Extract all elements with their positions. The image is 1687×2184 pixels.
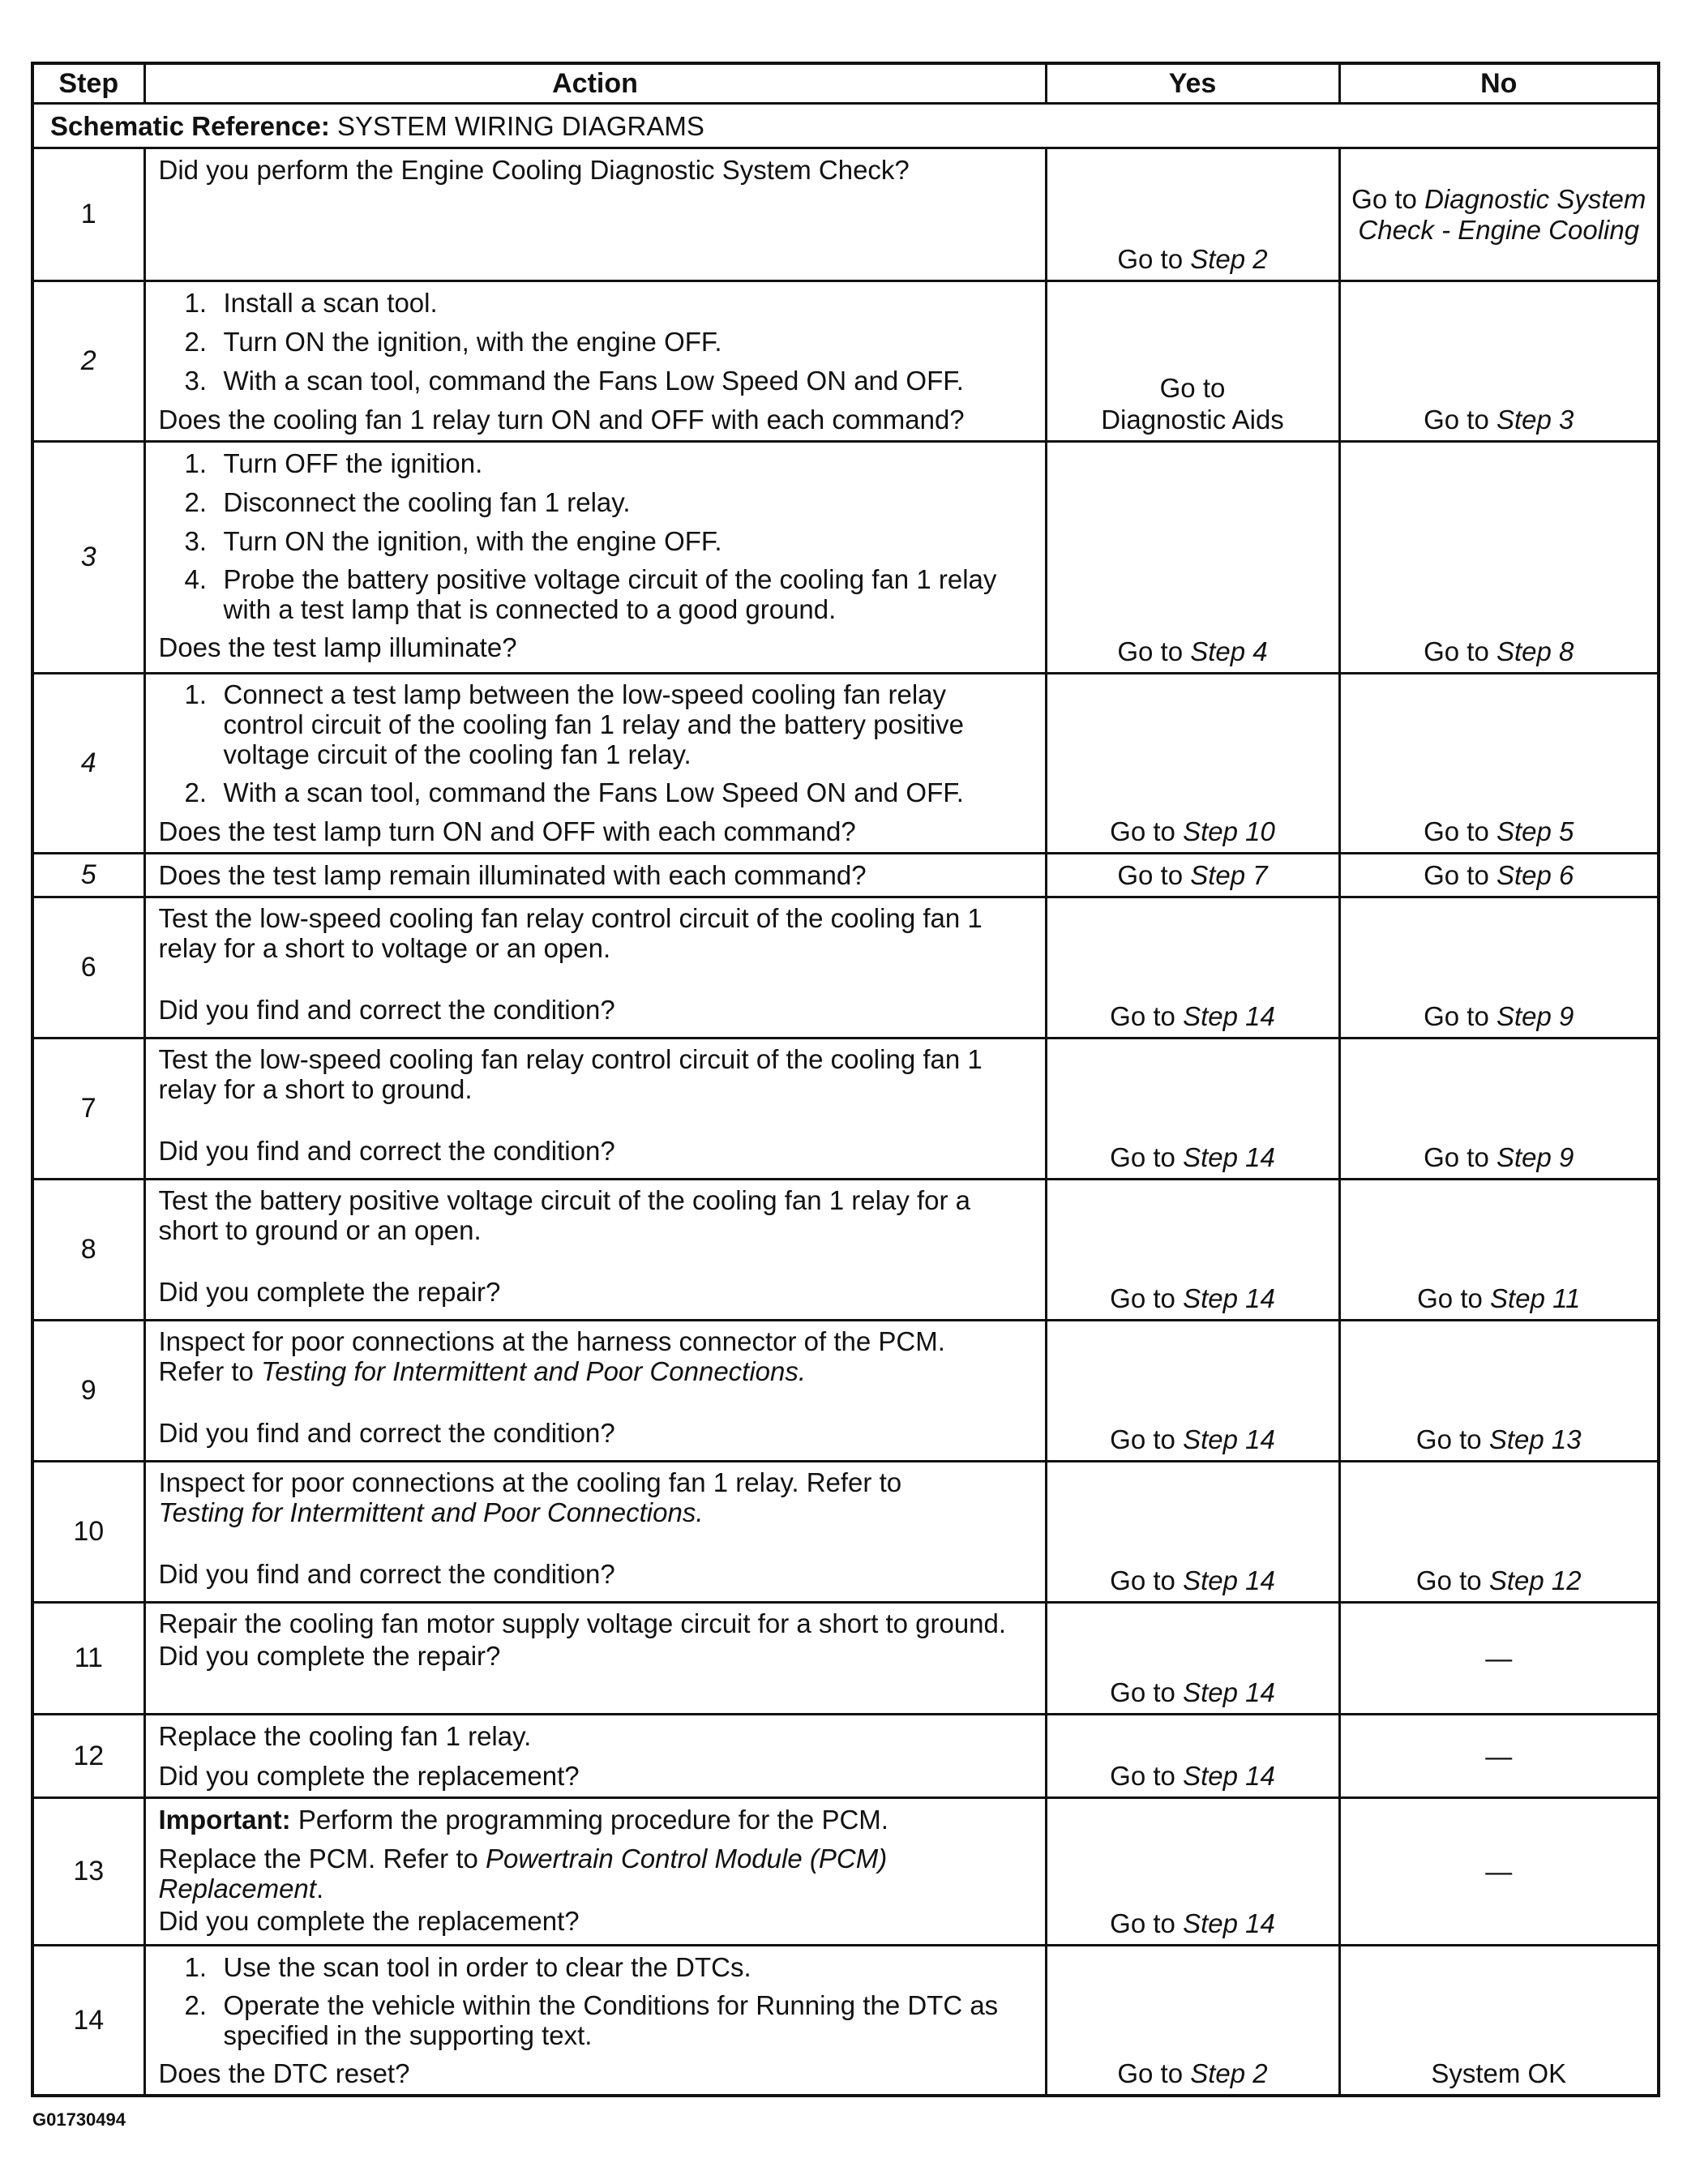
table-row xyxy=(32,674,1659,854)
go-to-text: Go to xyxy=(1424,860,1489,890)
reference-title: Powertrain Control Module (PCM) Replacement xyxy=(158,1844,888,1904)
list-item: 2. With a scan tool, command the Fans Low Speed ON and OFF. xyxy=(184,777,964,807)
no-target: Step 9 xyxy=(1496,1001,1574,1031)
table-row xyxy=(32,442,1659,674)
question: Did you complete the replacement? xyxy=(158,1761,580,1791)
action-text: Inspect for poor connections at the cooling fan 1 relay. Refer to Testing for Intermittent and Poor Connections. xyxy=(158,1467,902,1527)
yes-target: Step 14 xyxy=(1183,1565,1275,1595)
no-cell xyxy=(1339,1180,1659,1321)
no-target: Diagnostic System Check - Engine Cooling xyxy=(1358,183,1646,245)
step-number: 6 xyxy=(32,897,144,1038)
question: Did you find and correct the condition? xyxy=(158,1418,615,1448)
action-text: Replace the cooling fan 1 relay. xyxy=(158,1721,532,1751)
yes-cell xyxy=(1046,1798,1339,1946)
yes-target: Step 14 xyxy=(1183,1001,1275,1031)
action-cell xyxy=(144,1715,1046,1798)
go-to-text: Go to xyxy=(1110,1761,1175,1791)
no-cell xyxy=(1339,1798,1659,1946)
no-cell xyxy=(1339,148,1659,281)
step-number: 3 xyxy=(32,442,144,674)
go-to-text: Go to xyxy=(1424,1142,1489,1172)
substeps-list xyxy=(159,1951,1034,2050)
go-to-text: Go to xyxy=(1415,1565,1482,1595)
question: Did you complete the replacement? xyxy=(158,1906,580,1936)
action-cell xyxy=(144,442,1046,674)
yes-cell xyxy=(1046,1603,1339,1715)
question: Did you perform the Engine Cooling Diagnostic System Check? xyxy=(158,155,910,185)
table-row xyxy=(32,1715,1659,1798)
step-number: 14 xyxy=(32,1946,144,2096)
go-to-text: Go to xyxy=(1424,405,1489,435)
no-target: Step 13 xyxy=(1488,1424,1582,1454)
yes-cell xyxy=(1046,1180,1339,1321)
go-to-text: Go to xyxy=(1424,636,1489,666)
go-to-text: Go to xyxy=(1424,816,1489,846)
reference-title: Testing for Intermittent and Poor Connections. xyxy=(158,1497,704,1527)
substeps-list xyxy=(159,448,1034,624)
header-yes: Yes xyxy=(1046,63,1339,104)
step-number: 10 xyxy=(32,1462,144,1603)
no-cell xyxy=(1339,1321,1659,1462)
table-row xyxy=(32,281,1659,442)
schematic-reference-row xyxy=(32,104,1659,148)
table-row xyxy=(32,148,1659,281)
important-label: Important: xyxy=(158,1805,291,1835)
action-cell xyxy=(144,1321,1046,1462)
no-target: Step 11 xyxy=(1490,1283,1581,1313)
question: Does the test lamp turn ON and OFF with each command? xyxy=(158,816,856,846)
yes-cell xyxy=(1046,1038,1339,1180)
step-number: 7 xyxy=(32,1038,144,1180)
action-cell xyxy=(144,674,1046,854)
go-to-text: Go to xyxy=(1110,1001,1175,1031)
action-cell xyxy=(144,1946,1046,2096)
no-result: System OK xyxy=(1431,2058,1567,2088)
figure-id: G01730494 xyxy=(32,2109,126,2130)
go-to-text: Go to xyxy=(1159,373,1226,403)
go-to-text: Go to xyxy=(1110,1142,1175,1172)
yes-cell xyxy=(1046,148,1339,281)
go-to-text: Go to xyxy=(1110,1908,1175,1938)
go-to-text: Go to xyxy=(1110,1677,1175,1707)
yes-target: Step 14 xyxy=(1183,1677,1275,1707)
question: Does the test lamp illuminate? xyxy=(158,632,517,662)
list-item: 3. With a scan tool, command the Fans Low Speed ON and OFF. xyxy=(184,366,964,396)
reference-value: SYSTEM WIRING DIAGRAMS xyxy=(329,110,704,141)
list-item: 1. Connect a test lamp between the low-speed cooling fan relay control circuit of the cooling fan 1 relay and the battery positive voltage circuit of the cooling fan 1 relay. xyxy=(184,679,965,769)
list-item: 2. Operate the vehicle within the Conditions for Running the DTC as specified in the supporting text. xyxy=(184,1990,999,2050)
action-cell xyxy=(144,1462,1046,1603)
action-text: Test the battery positive voltage circuit of the cooling fan 1 relay for a short to ground or an open. xyxy=(158,1185,971,1245)
no-dash: — xyxy=(1485,1643,1513,1673)
yes-target: Step 14 xyxy=(1183,1908,1275,1938)
table-row xyxy=(32,1180,1659,1321)
yes-target: Step 14 xyxy=(1183,1283,1275,1313)
action-text: Inspect for poor connections at the harness connector of the PCM. Refer to Testing for Intermittent and Poor Connections. xyxy=(158,1326,945,1386)
question: Does the cooling fan 1 relay turn ON and OFF with each command? xyxy=(158,405,965,435)
step-number: 1 xyxy=(32,148,144,281)
list-item: 1. Turn OFF the ignition. xyxy=(184,448,483,478)
list-item: 2. Disconnect the cooling fan 1 relay. xyxy=(184,487,631,517)
yes-target: Step 14 xyxy=(1183,1424,1275,1454)
question: Did you complete the repair? xyxy=(158,1641,501,1671)
question: Did you find and correct the condition? xyxy=(158,995,615,1025)
header-step: Step xyxy=(32,63,144,104)
action-text: Replace the PCM. Refer to Powertrain Control Module (PCM) Replacement. xyxy=(158,1844,888,1904)
question: Does the DTC reset? xyxy=(158,2058,410,2088)
action-cell xyxy=(144,148,1046,281)
step-number: 4 xyxy=(32,674,144,854)
diagnostic-table xyxy=(31,62,1660,2097)
no-cell xyxy=(1339,674,1659,854)
yes-target: Step 7 xyxy=(1190,860,1268,890)
go-to-text: Go to xyxy=(1117,860,1184,890)
question: Did you complete the repair? xyxy=(158,1277,501,1307)
go-to-text: Go to xyxy=(1417,1283,1483,1313)
schematic-reference xyxy=(32,104,1659,148)
no-cell xyxy=(1339,1946,1659,2096)
yes-cell xyxy=(1046,1946,1339,2096)
go-to-text: Go to xyxy=(1415,1424,1482,1454)
table-row xyxy=(32,897,1659,1038)
no-target: Step 5 xyxy=(1496,816,1574,846)
yes-cell xyxy=(1046,281,1339,442)
yes-target: Step 14 xyxy=(1183,1761,1275,1791)
no-cell xyxy=(1339,1715,1659,1798)
question: Does the test lamp remain illuminated with each command? xyxy=(158,860,867,890)
reference-title: Testing for Intermittent and Poor Connections. xyxy=(261,1356,807,1386)
go-to-text: Go to xyxy=(1110,1565,1175,1595)
go-to-text: Go to xyxy=(1110,816,1175,846)
header-action: Action xyxy=(144,63,1046,104)
no-dash: — xyxy=(1485,1741,1513,1771)
no-target: Step 12 xyxy=(1488,1565,1582,1595)
go-to-text: Go to xyxy=(1117,2058,1184,2088)
table-row xyxy=(32,1321,1659,1462)
no-cell xyxy=(1339,442,1659,674)
table-row xyxy=(32,1462,1659,1603)
yes-cell xyxy=(1046,1321,1339,1462)
yes-cell xyxy=(1046,897,1339,1038)
question: Did you find and correct the condition? xyxy=(158,1559,615,1589)
no-cell xyxy=(1339,1603,1659,1715)
go-to-text: Go to xyxy=(1424,1001,1489,1031)
step-number: 8 xyxy=(32,1180,144,1321)
action-cell xyxy=(144,281,1046,442)
question: Did you find and correct the condition? xyxy=(158,1136,615,1166)
no-cell xyxy=(1339,854,1659,897)
yes-cell xyxy=(1046,442,1339,674)
no-cell xyxy=(1339,1462,1659,1603)
action-cell xyxy=(144,854,1046,897)
go-to-text: Go to xyxy=(1110,1283,1175,1313)
no-target: Step 8 xyxy=(1496,636,1574,666)
list-item: 2. Turn ON the ignition, with the engine OFF. xyxy=(184,327,722,357)
step-number: 9 xyxy=(32,1321,144,1462)
go-to-text: Go to xyxy=(1117,636,1184,666)
step-number: 5 xyxy=(32,854,144,897)
yes-link-text: Diagnostic Aids xyxy=(1101,405,1284,435)
yes-cell xyxy=(1046,674,1339,854)
yes-cell xyxy=(1046,854,1339,897)
action-text: Repair the cooling fan motor supply voltage circuit for a short to ground. xyxy=(158,1608,1007,1638)
action-cell xyxy=(144,1603,1046,1715)
list-item: 1. Use the scan tool in order to clear the DTCs. xyxy=(184,1952,751,1982)
table-row xyxy=(32,1038,1659,1180)
action-text: Test the low-speed cooling fan relay control circuit of the cooling fan 1 relay for a short to ground. xyxy=(158,1044,983,1104)
table-row xyxy=(32,1946,1659,2096)
action-cell xyxy=(144,1038,1046,1180)
step-number: 13 xyxy=(32,1798,144,1946)
no-target: Step 3 xyxy=(1496,405,1574,435)
header-no: No xyxy=(1339,63,1659,104)
go-to-text: Go to xyxy=(1110,1424,1175,1454)
yes-target: Step 2 xyxy=(1190,244,1268,274)
go-to-text: Go to xyxy=(1117,244,1184,274)
yes-target: Step 4 xyxy=(1190,636,1268,666)
yes-target: Step 14 xyxy=(1183,1142,1275,1172)
no-target: Step 6 xyxy=(1496,860,1574,890)
action-cell xyxy=(144,1180,1046,1321)
list-item: 3. Turn ON the ignition, with the engine OFF. xyxy=(184,526,722,556)
table-header-row xyxy=(32,63,1659,104)
action-text: Test the low-speed cooling fan relay control circuit of the cooling fan 1 relay for a short to voltage or an open. xyxy=(158,903,983,963)
list-item: 4. Probe the battery positive voltage circuit of the cooling fan 1 relay with a test lamp that is connected to a good ground. xyxy=(184,564,997,624)
no-dash: — xyxy=(1485,1856,1513,1886)
table-row xyxy=(32,854,1659,897)
table-row xyxy=(32,1603,1659,1715)
go-to-text: Go to xyxy=(1351,183,1417,214)
substeps-list xyxy=(159,287,1034,396)
yes-cell xyxy=(1046,1462,1339,1603)
no-cell xyxy=(1339,1038,1659,1180)
yes-target: Step 2 xyxy=(1190,2058,1268,2088)
no-target: Step 9 xyxy=(1496,1142,1574,1172)
step-number: 2 xyxy=(32,281,144,442)
substeps-list xyxy=(159,679,1034,808)
action-cell xyxy=(144,897,1046,1038)
step-number: 12 xyxy=(32,1715,144,1798)
diagnostic-table-container xyxy=(31,62,1657,2097)
yes-target: Step 10 xyxy=(1183,816,1275,846)
yes-cell xyxy=(1046,1715,1339,1798)
table-row xyxy=(32,1798,1659,1946)
no-cell xyxy=(1339,281,1659,442)
reference-label: Schematic Reference: xyxy=(50,110,330,141)
step-number: 11 xyxy=(32,1603,144,1715)
action-cell xyxy=(144,1798,1046,1946)
important-note: Important: Perform the programming procedure for the PCM. xyxy=(158,1805,888,1835)
list-item: 1. Install a scan tool. xyxy=(184,288,438,318)
no-cell xyxy=(1339,897,1659,1038)
